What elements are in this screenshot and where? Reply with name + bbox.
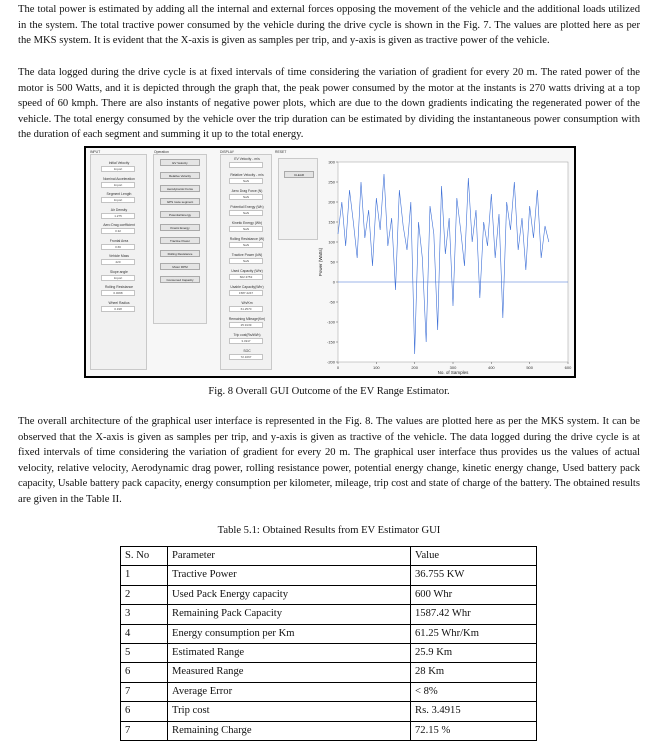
results-table	[120, 546, 537, 741]
cell-parameter: Energy consumption per Km	[168, 624, 411, 643]
display-value: NaN	[229, 258, 263, 264]
display-label: Remaining Mileage(Km)	[228, 317, 266, 321]
input-label: Vehicle Mass	[109, 254, 129, 258]
display-label: Tractive Power (kW)	[231, 253, 263, 257]
y-tick-label: 100	[328, 239, 335, 245]
input-label: Initial Velocity	[108, 161, 130, 165]
gui-figure	[84, 146, 576, 378]
input-label: Aero Drag coefficient	[103, 223, 135, 227]
cell-value: 1587.42 Whr	[411, 605, 537, 624]
display-label: Aero Drag Force (N)	[231, 189, 263, 193]
display-label: Potential Energy (Wh)	[230, 205, 264, 209]
table-row	[121, 585, 537, 604]
display-value: NaN	[229, 210, 263, 216]
table-row	[121, 624, 537, 643]
table-row	[121, 566, 537, 585]
power-plot	[316, 156, 572, 376]
cell-parameter: Average Error	[168, 682, 411, 701]
cell-sno: 4	[121, 624, 168, 643]
y-tick-label: 250	[328, 179, 335, 185]
operation-button[interactable]: Potential Energy	[160, 211, 200, 218]
x-tick-label: 300	[449, 365, 457, 370]
reset-panel	[275, 150, 318, 240]
cell-sno: 6	[121, 663, 168, 682]
cell-parameter: Remaining Pack Capacity	[168, 605, 411, 624]
display-label: Wh/Km	[241, 301, 253, 305]
display-label: SOC	[243, 349, 251, 353]
clear-button[interactable]: CLEAR	[284, 171, 314, 178]
input-field[interactable]: Import	[101, 275, 135, 281]
y-tick-label: 200	[328, 199, 335, 205]
table-row	[121, 702, 537, 721]
cell-sno: 6	[121, 702, 168, 721]
display-value: NaN	[229, 194, 263, 200]
table-row	[121, 682, 537, 701]
input-label: Slope angle	[110, 269, 128, 274]
input-field[interactable]: 220	[101, 259, 135, 265]
input-label: Rolling Resistance	[104, 285, 134, 289]
cell-parameter: Tractive Power	[168, 566, 411, 585]
header-parameter: Parameter	[168, 547, 411, 566]
cell-value: Rs. 3.4915	[411, 702, 537, 721]
display-label: EV Velocity - m/s	[234, 157, 260, 161]
input-label: Wheel Radius	[108, 300, 130, 305]
y-tick-label: -50	[329, 299, 335, 305]
cell-parameter: Measured Range	[168, 663, 411, 682]
y-tick-label: -150	[326, 339, 335, 345]
cell-value: 28 Km	[411, 663, 537, 682]
cell-sno: 1	[121, 566, 168, 585]
display-value	[229, 162, 263, 168]
input-field[interactable]: Import	[101, 166, 135, 172]
table-header-row	[121, 547, 537, 566]
display-label: Relative Velocity - m/s	[230, 173, 264, 177]
input-field[interactable]: 0.32	[101, 228, 135, 234]
display-value: NaN	[229, 242, 263, 248]
cell-value: 61.25 Whr/Km	[411, 624, 537, 643]
input-field[interactable]: 0.66	[101, 244, 135, 250]
operation-button[interactable]: Aerodynamic Force	[160, 185, 200, 192]
y-axis-label: Power (Watts)	[318, 247, 323, 277]
cell-parameter: Remaining Charge	[168, 721, 411, 740]
header-sno: S. No	[121, 547, 168, 566]
display-value: NaN	[229, 226, 263, 232]
input-field[interactable]: 1.275	[101, 213, 135, 219]
x-tick-label: 0	[336, 365, 340, 370]
operation-button[interactable]: Consumed Capacity	[160, 276, 200, 283]
input-panel	[90, 150, 147, 370]
display-value: 602.3753	[229, 274, 263, 280]
y-tick-label: 300	[328, 159, 335, 165]
display-value: 25.9139	[229, 322, 263, 328]
table-row	[121, 605, 537, 624]
display-label: Used Capacity (Whr)	[231, 269, 263, 273]
input-label: Segment Length	[106, 192, 132, 196]
table-caption: Table 5.1: Obtained Results from EV Estimator GUI	[217, 525, 441, 536]
input-field[interactable]: 0.0068	[101, 290, 135, 296]
display-label: Usable Capacity(Whr)	[230, 285, 264, 289]
operation-button[interactable]: Kinetic Energy	[160, 224, 200, 231]
table-row	[121, 721, 537, 740]
input-label: Air Density	[110, 207, 128, 212]
x-tick-label: 200	[411, 365, 419, 370]
operation-button[interactable]: Rolling Resistance	[160, 250, 200, 257]
cell-sno: 7	[121, 682, 168, 701]
cell-value: 36.755 KW	[411, 566, 537, 585]
display-title: DISPLAY	[220, 150, 235, 154]
table-row	[121, 643, 537, 662]
cell-parameter: Trip cost	[168, 702, 411, 721]
paragraph-drive-cycle: The data logged during the drive cycle is at fixed intervals of time considering the variation of gradient for every 20 m. The rated power of the motor is 500 Watts, and it is depicted through the graph that, the peak power consumed by the motor at the instants is 270 watts driving at a top speed of 60 kmph. There are also instants of negative power plots, which are due to the down gradients indicating the regenerated power of the vehicle. The total energy consumed by the vehicle over the trip duration can be estimated by dividing the instantaneous power consumption with the duration of each segment and summing it up to the total energy.	[18, 67, 640, 141]
operation-button[interactable]: Tractive Power	[160, 237, 200, 244]
y-tick-label: 0	[332, 279, 335, 285]
operation-button[interactable]: GPS route segment	[160, 198, 200, 205]
x-tick-label: 600	[564, 365, 572, 370]
cell-sno: 3	[121, 605, 168, 624]
display-label: Rolling Resistance (W)	[229, 237, 265, 241]
input-title: INPUT	[90, 150, 101, 154]
display-value: 1587.4247	[229, 290, 263, 296]
display-value: NaN	[229, 178, 263, 184]
cell-value: 600 Whr	[411, 585, 537, 604]
y-tick-label: 50	[330, 259, 335, 265]
operation-button[interactable]: Motor RPM	[160, 263, 200, 270]
display-value: 61.2570	[229, 306, 263, 312]
cell-sno: 7	[121, 721, 168, 740]
reset-title: RESET	[275, 150, 287, 154]
paragraph-gui-architecture: The overall architecture of the graphical user interface is represented in the Fig. 8. The values are plotted here as per the MKS system. It can be observed that the X-axis is given as samples per trip, and y-axis is given as tractive of the vehicle. The data logged during the drive cycle is at fixed intervals of time considering the variation of gradient for every 20 m. The graphical user interface thus provides us the values of actual velocity, relative velocity, Aerodynamic drag power, rolling resistance power, potential energy change, kinetic energy change, Used battery pack capacity, Usable battery pack capacity, energy consumption per kilometer, mileage, trip cost and state of charge of the battery. The obtained results are given in the Table II.	[18, 416, 640, 505]
input-label: Nominal Acceleration	[103, 176, 135, 181]
display-value: 3.4917	[229, 338, 263, 344]
input-label: Frontal Area	[109, 238, 129, 243]
input-field[interactable]: Import	[101, 197, 135, 203]
x-tick-label: 400	[487, 365, 495, 370]
input-field[interactable]: 0.198	[101, 306, 135, 312]
display-label: Trip cost(Rs/kWh)	[233, 333, 261, 337]
y-tick-label: -200	[326, 359, 335, 365]
cell-value: 25.9 Km	[411, 643, 537, 662]
figure-caption: Fig. 8 Overall GUI Outcome of the EV Range Estimator.	[208, 386, 450, 397]
y-tick-label: 150	[328, 219, 335, 225]
cell-parameter: Estimated Range	[168, 643, 411, 662]
operation-panel	[153, 150, 207, 324]
cell-sno: 5	[121, 643, 168, 662]
paragraph-tractive-power: The total power is estimated by adding all the internal and external forces opposing the movement of the vehicle and the additional loads utilized in the system. The total tractive power consumed by the vehicle during the drive cycle is shown in the Fig. 7. The values are plotted here as per the MKS system. It is evident that the X-axis is given as samples per trip, and y-axis is given as tractive power of the vehicle.	[18, 4, 640, 47]
display-panel	[220, 150, 272, 370]
cell-sno: 2	[121, 585, 168, 604]
cell-value: < 8%	[411, 682, 537, 701]
input-field[interactable]: Import	[101, 182, 135, 188]
x-tick-label: 100	[372, 365, 380, 370]
display-value: 72.1667	[229, 354, 263, 360]
display-label: Kinetic Energy (Wh)	[231, 221, 263, 225]
header-value: Value	[411, 547, 537, 566]
cell-parameter: Used Pack Energy capacity	[168, 585, 411, 604]
operation-title: Operation	[154, 150, 169, 154]
x-tick-label: 500	[526, 365, 534, 370]
operation-button[interactable]: EV Velocity	[160, 159, 200, 166]
table-row	[121, 663, 537, 682]
operation-button[interactable]: Relative Velocity	[160, 172, 200, 179]
x-axis-label: No. of Samples	[437, 370, 469, 375]
cell-value: 72.15 %	[411, 721, 537, 740]
y-tick-label: -100	[326, 319, 335, 325]
